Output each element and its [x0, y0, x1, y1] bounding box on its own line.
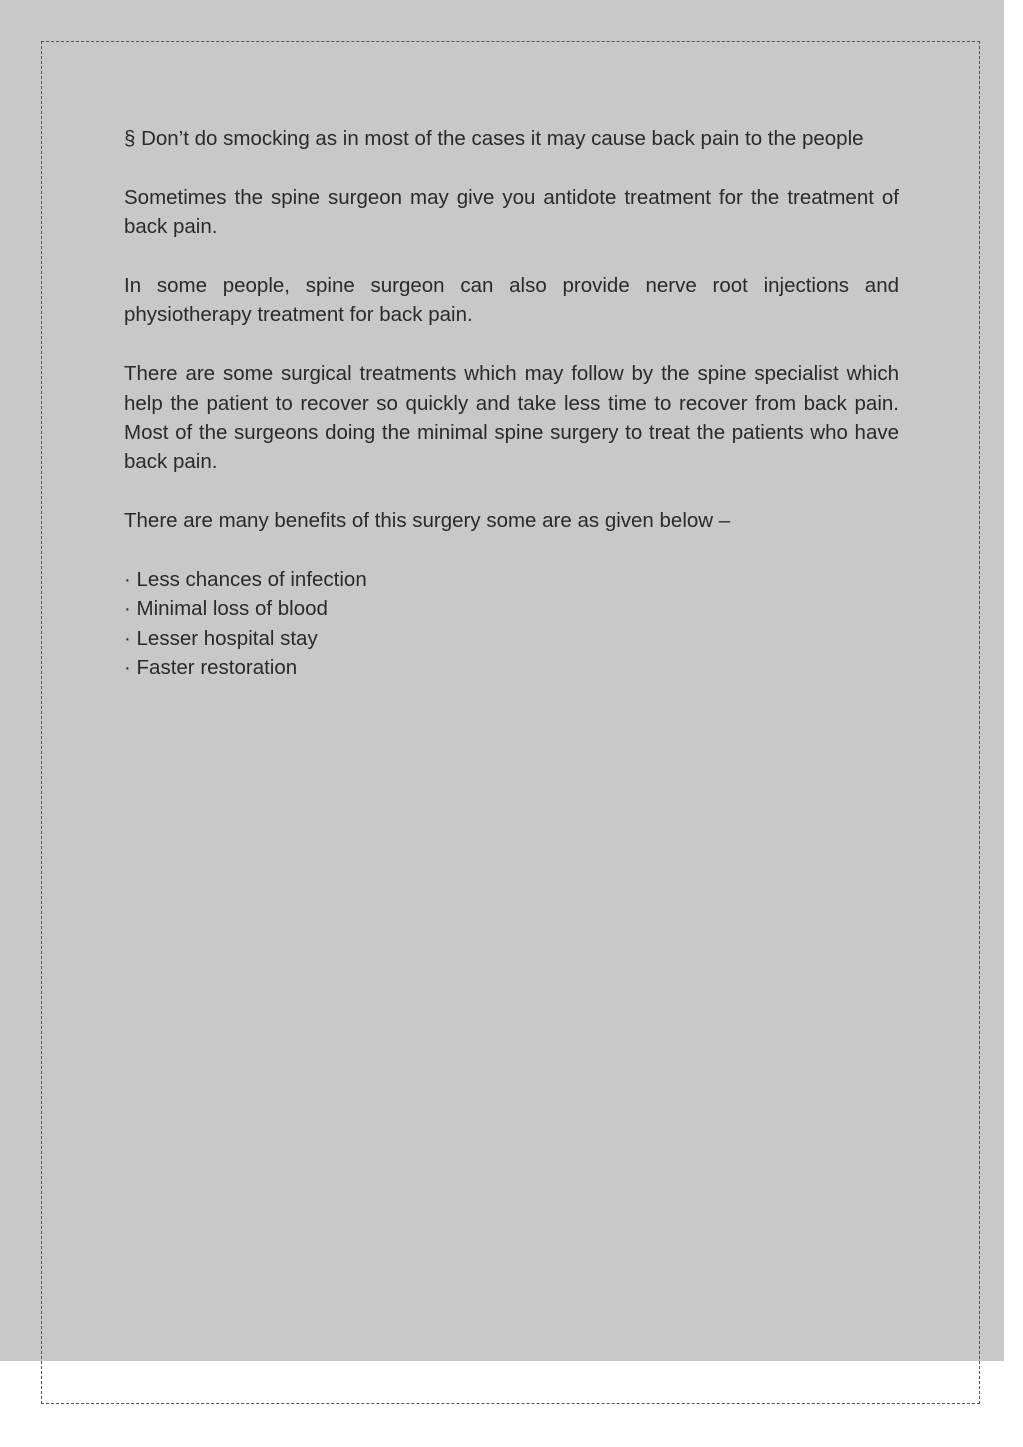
list-item: · Faster restoration — [124, 656, 298, 680]
document-body — [124, 124, 899, 683]
benefits-list — [124, 565, 899, 683]
paragraph-benefits-intro: There are many benefits of this surgery some are as given below – — [124, 509, 731, 533]
paragraph-smoking: § Don’t do smocking as in most of the cases it may cause back pain to the people — [124, 127, 864, 150]
paragraph-surgical-treatments: There are some surgical treatments which may follow by the spine specialist which help the patient to recover so quickly and take less time to recover from back pain. Most of the surgeons doing the minimal spine surgery to treat the patients who have back pain. — [124, 362, 899, 474]
paragraph-nerve-root-injections: In some people, spine surgeon can also provide nerve root injections and physiotherapy treatment for back pain. — [124, 274, 899, 327]
list-item: · Lesser hospital stay — [124, 626, 318, 650]
paragraph-antidote-treatment: Sometimes the spine surgeon may give you antidote treatment for the treatment of back pain. — [124, 185, 899, 239]
list-item: · Minimal loss of blood — [124, 597, 328, 621]
list-item: · Less chances of infection — [124, 568, 367, 592]
